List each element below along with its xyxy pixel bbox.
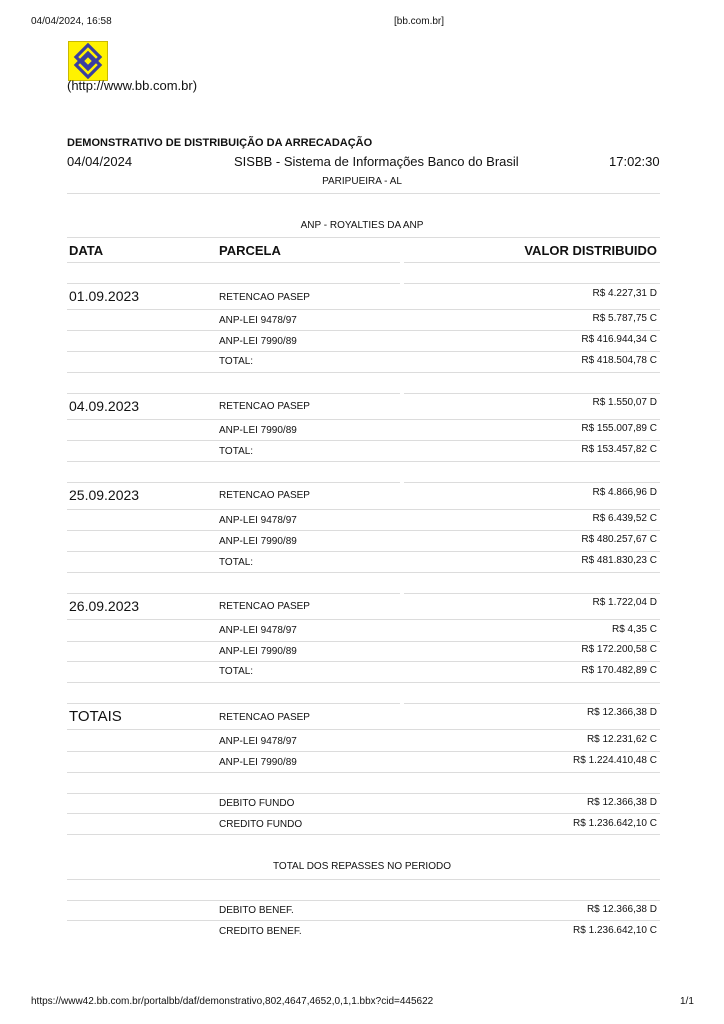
divider xyxy=(404,482,660,483)
print-datetime: 04/04/2024, 16:58 xyxy=(31,16,112,27)
parcel-value: R$ 172.200,58 C xyxy=(581,644,657,655)
parcel-label: ANP-LEI 7990/89 xyxy=(219,757,297,768)
bb-site-link[interactable]: (http://www.bb.com.br) xyxy=(67,78,198,93)
divider xyxy=(67,793,660,794)
parcel-label: TOTAL: xyxy=(219,557,254,568)
parcel-value: R$ 418.504,78 C xyxy=(581,355,657,366)
parcel-value: R$ 1.236.642,10 C xyxy=(573,925,657,936)
parcel-label: DEBITO BENEF. xyxy=(219,905,294,916)
divider xyxy=(404,262,660,263)
parcel-value: R$ 170.482,89 C xyxy=(581,665,657,676)
divider xyxy=(67,309,660,310)
municipality: PARIPUEIRA - AL xyxy=(322,176,402,187)
divider xyxy=(67,619,660,620)
parcel-value: R$ 416.944,34 C xyxy=(581,334,657,345)
divider xyxy=(67,482,400,483)
system-name: SISBB - Sistema de Informações Banco do Brasil xyxy=(234,154,519,169)
parcel-label: RETENCAO PASEP xyxy=(219,401,310,412)
parcel-label: CREDITO FUNDO xyxy=(219,819,303,830)
report-title: DEMONSTRATIVO DE DISTRIBUIÇÃO DA ARRECADAÇÃO xyxy=(67,137,373,149)
page-number: 1/1 xyxy=(680,996,694,1007)
divider xyxy=(404,593,660,594)
divider xyxy=(67,572,660,573)
divider xyxy=(404,283,660,284)
parcel-value: R$ 480.257,67 C xyxy=(581,534,657,545)
print-url: https://www42.bb.com.br/portalbb/daf/demonstrativo,802,4647,4652,0,1,1.bbx?cid=445622 xyxy=(31,996,434,1007)
print-site: [bb.com.br] xyxy=(394,16,445,27)
divider xyxy=(67,682,660,683)
divider xyxy=(67,772,660,773)
group-date: 01.09.2023 xyxy=(69,288,140,304)
parcel-label: ANP-LEI 7990/89 xyxy=(219,425,297,436)
parcel-label: ANP-LEI 9478/97 xyxy=(219,736,297,747)
parcel-value: R$ 1.224.410,48 C xyxy=(573,755,657,766)
parcel-label: DEBITO FUNDO xyxy=(219,798,295,809)
divider xyxy=(67,372,660,373)
divider xyxy=(67,351,660,352)
divider xyxy=(67,641,660,642)
parcel-value: R$ 1.550,07 D xyxy=(592,397,657,408)
divider xyxy=(67,193,660,194)
divider xyxy=(67,593,400,594)
divider xyxy=(404,703,660,704)
divider xyxy=(67,393,400,394)
divider xyxy=(67,834,660,835)
divider xyxy=(67,461,660,462)
parcel-label: ANP-LEI 9478/97 xyxy=(219,515,297,526)
parcel-value: R$ 5.787,75 C xyxy=(592,313,657,324)
parcel-value: R$ 1.236.642,10 C xyxy=(573,818,657,829)
parcel-label: TOTAL: xyxy=(219,666,254,677)
parcel-label: RETENCAO PASEP xyxy=(219,490,310,501)
parcel-label: CREDITO BENEF. xyxy=(219,926,302,937)
bb-logo-icon xyxy=(69,42,107,80)
divider xyxy=(67,262,400,263)
divider xyxy=(67,900,660,901)
divider xyxy=(67,703,400,704)
group-date: 25.09.2023 xyxy=(69,487,140,503)
report-time: 17:02:30 xyxy=(609,154,660,169)
fund-title: ANP - ROYALTIES DA ANP xyxy=(300,220,424,231)
parcel-label: ANP-LEI 7990/89 xyxy=(219,336,297,347)
divider xyxy=(67,879,660,880)
column-header-parcel: PARCELA xyxy=(219,243,281,258)
column-header-date: DATA xyxy=(69,243,104,258)
parcel-label: ANP-LEI 9478/97 xyxy=(219,315,297,326)
divider xyxy=(67,729,660,730)
parcel-value: R$ 481.830,23 C xyxy=(581,555,657,566)
period-title: TOTAL DOS REPASSES NO PERIODO xyxy=(272,861,451,872)
parcel-value: R$ 12.231,62 C xyxy=(586,734,657,745)
report-date: 04/04/2024 xyxy=(67,154,133,169)
parcel-label: TOTAL: xyxy=(219,356,254,367)
parcel-value: R$ 1.722,04 D xyxy=(592,597,657,608)
parcel-label: RETENCAO PASEP xyxy=(219,292,310,303)
divider xyxy=(404,393,660,394)
parcel-value: R$ 155.007,89 C xyxy=(581,423,657,434)
divider xyxy=(67,551,660,552)
divider xyxy=(67,530,660,531)
banco-do-brasil-logo[interactable] xyxy=(68,41,108,81)
divider xyxy=(67,751,660,752)
parcel-value: R$ 12.366,38 D xyxy=(586,797,657,808)
parcel-label: ANP-LEI 7990/89 xyxy=(219,646,297,657)
parcel-value: R$ 12.366,38 D xyxy=(586,904,657,915)
parcel-value: R$ 6.439,52 C xyxy=(592,513,657,524)
divider xyxy=(67,440,660,441)
group-date: 26.09.2023 xyxy=(69,598,140,614)
divider xyxy=(67,237,660,238)
parcel-label: ANP-LEI 7990/89 xyxy=(219,536,297,547)
divider xyxy=(67,509,660,510)
divider xyxy=(67,283,400,284)
group-date: 04.09.2023 xyxy=(69,398,140,414)
parcel-value: R$ 4,35 C xyxy=(611,624,657,635)
column-header-value: VALOR DISTRIBUIDO xyxy=(524,243,657,258)
divider xyxy=(67,419,660,420)
divider xyxy=(67,813,660,814)
parcel-label: ANP-LEI 9478/97 xyxy=(219,625,297,636)
parcel-label: TOTAL: xyxy=(219,446,254,457)
parcel-label: RETENCAO PASEP xyxy=(219,601,310,612)
parcel-value: R$ 12.366,38 D xyxy=(586,707,657,718)
divider xyxy=(67,661,660,662)
divider xyxy=(67,330,660,331)
parcel-value: R$ 153.457,82 C xyxy=(581,444,657,455)
parcel-value: R$ 4.227,31 D xyxy=(592,288,657,299)
divider xyxy=(67,920,660,921)
totals-label: TOTAIS xyxy=(69,708,122,725)
parcel-value: R$ 4.866,96 D xyxy=(592,487,657,498)
parcel-label: RETENCAO PASEP xyxy=(219,712,310,723)
